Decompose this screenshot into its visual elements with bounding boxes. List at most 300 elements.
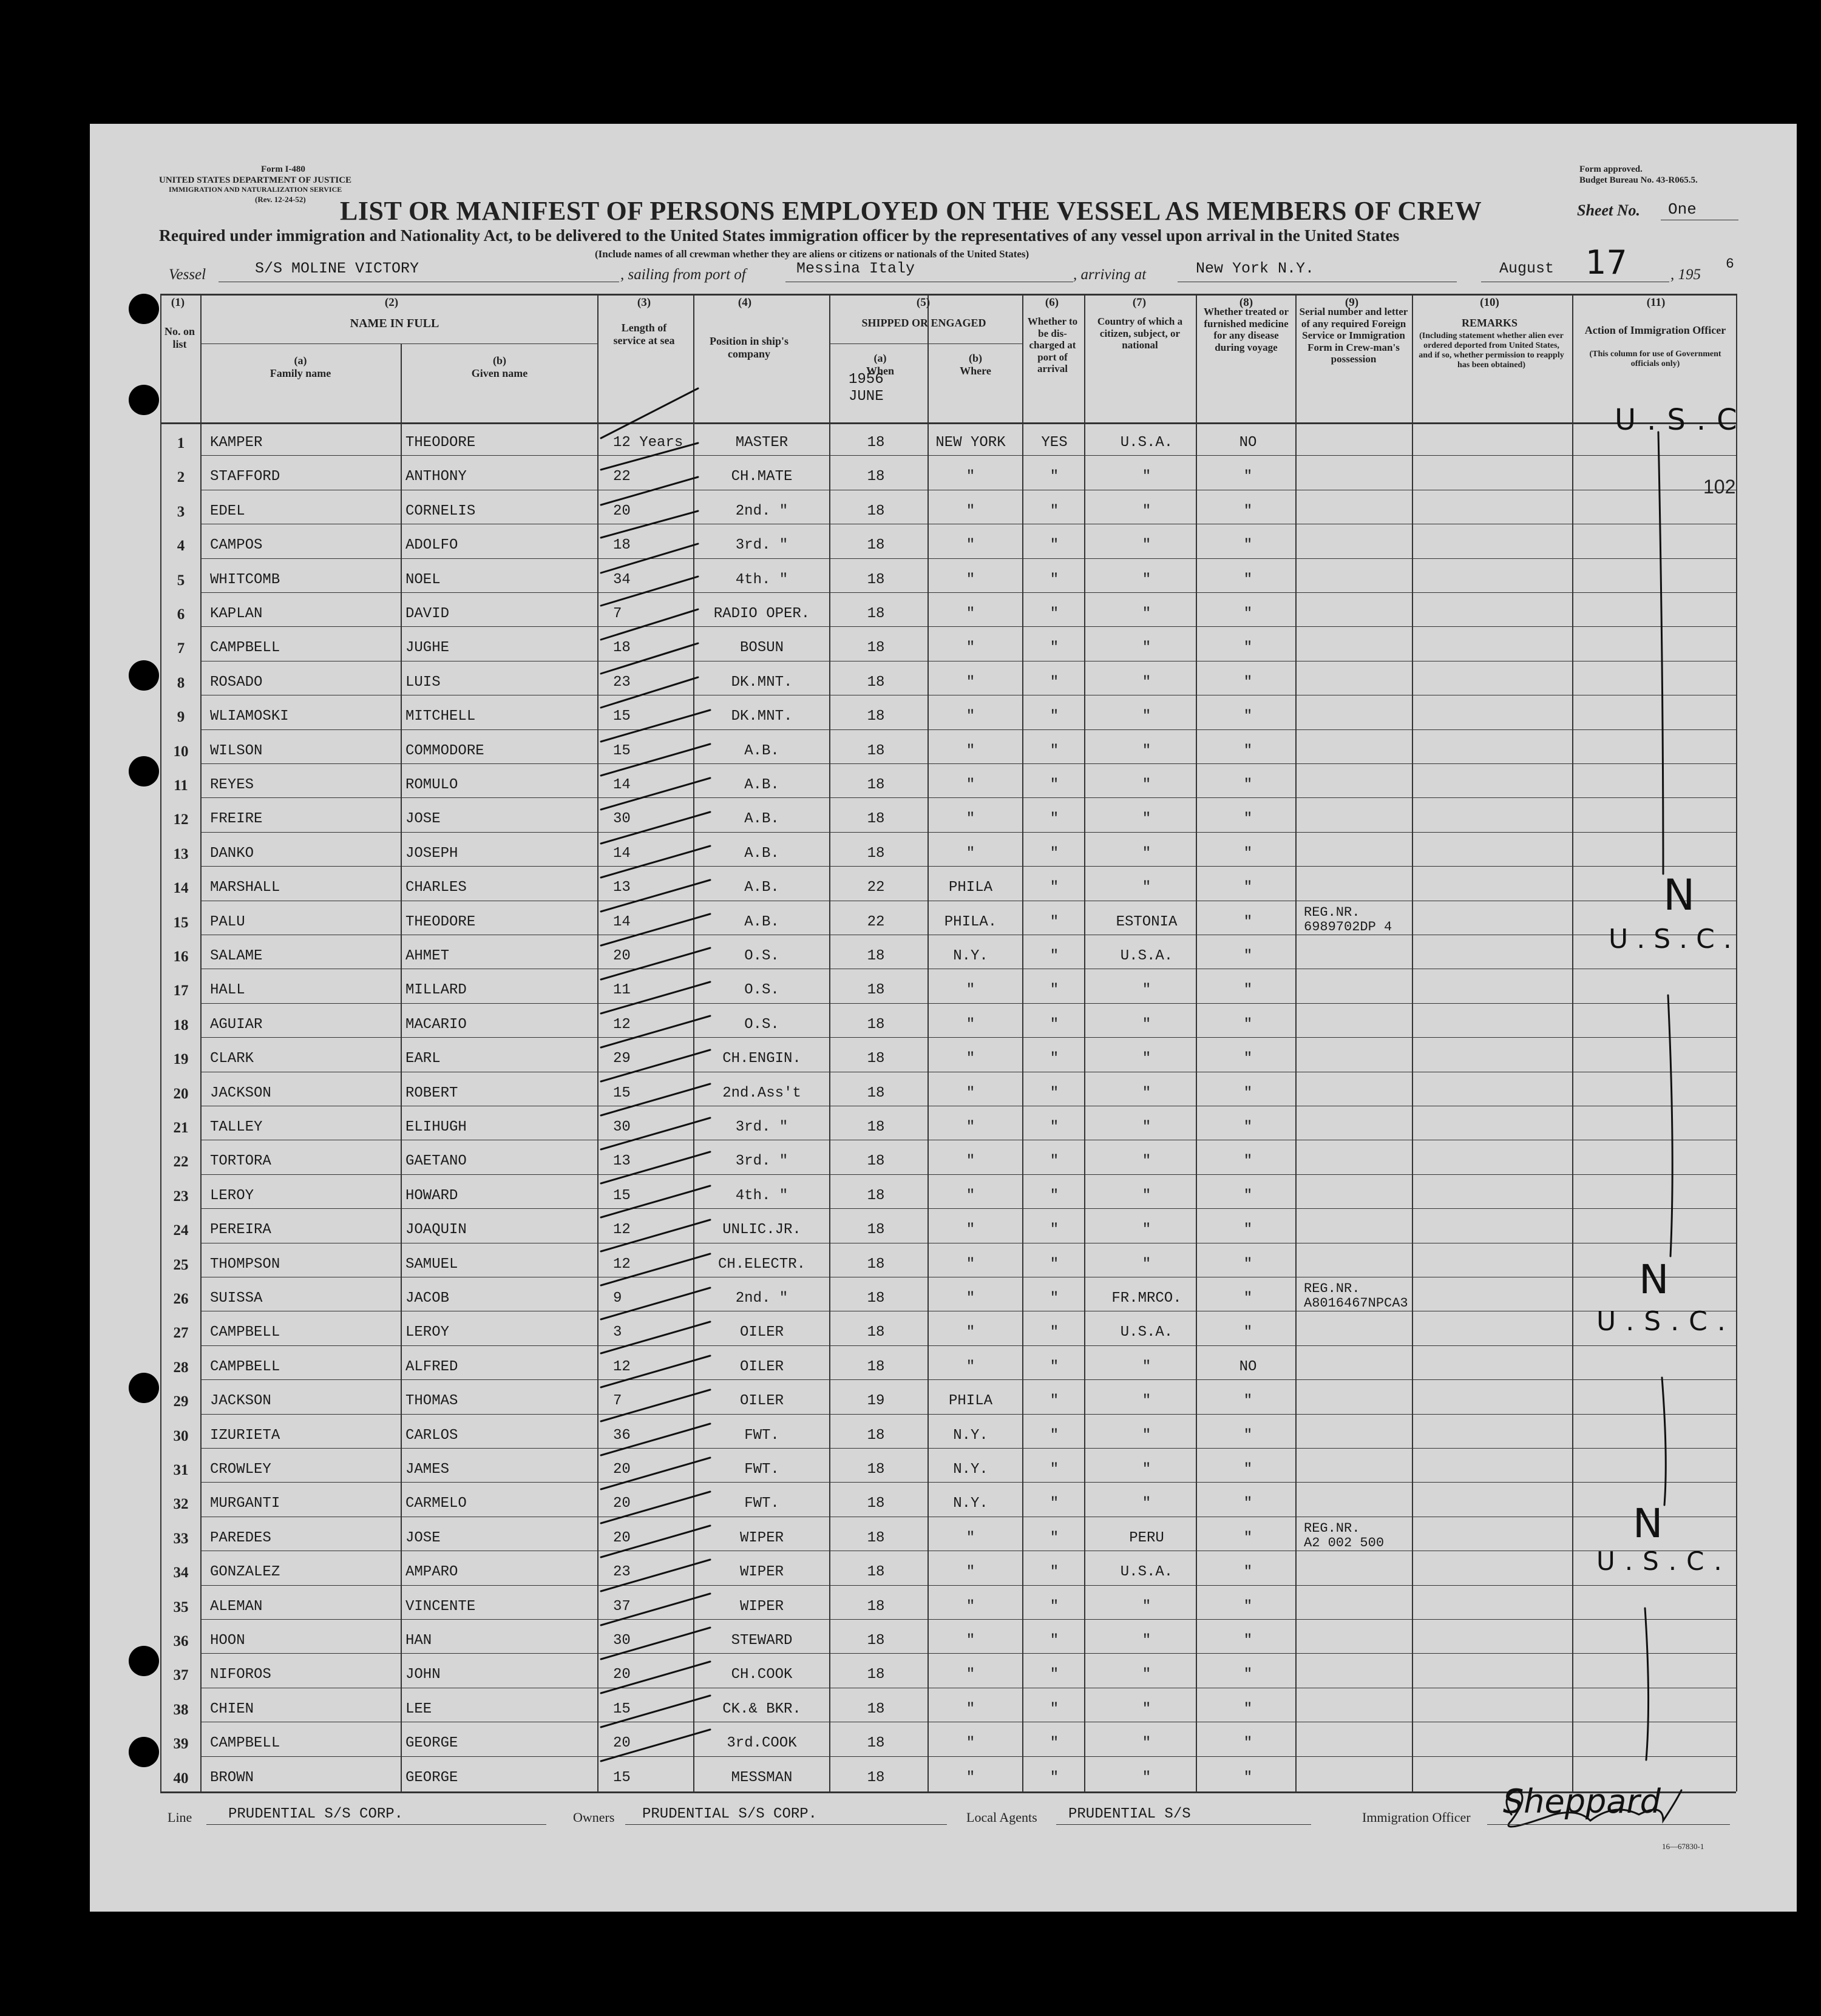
cell-service: 30	[613, 1119, 631, 1135]
cell-medicine: "	[1243, 1598, 1253, 1615]
cell-service: 12 Years	[613, 435, 683, 451]
cell-service: 22	[613, 468, 631, 485]
cell-given: ANTHONY	[405, 468, 467, 485]
cell-service: 36	[613, 1427, 631, 1444]
cell-country: U.S.A.	[1120, 435, 1173, 451]
cell-medicine: "	[1243, 1769, 1253, 1786]
cell-service: 20	[613, 1735, 631, 1752]
cell-no: 23	[173, 1188, 189, 1205]
agents-label: Local Agents	[966, 1810, 1037, 1825]
cell-position: DK.MNT.	[731, 674, 793, 691]
cell-position: 2nd.Ass't	[722, 1084, 801, 1101]
cell-where: "	[966, 1222, 975, 1239]
cell-no: 2	[177, 469, 185, 486]
cell-no: 32	[173, 1496, 189, 1513]
cell-country: "	[1142, 468, 1151, 485]
cell-discharged: "	[1050, 537, 1059, 554]
cell-family: MURGANTI	[210, 1495, 280, 1512]
cell-discharged: "	[1050, 742, 1059, 759]
cell-position: CH.MATE	[731, 468, 793, 485]
cell-medicine: "	[1243, 1666, 1253, 1683]
binder-hole	[129, 294, 159, 324]
cell-where: "	[966, 1735, 975, 1752]
col11-number: (11)	[1646, 296, 1666, 309]
form-approved: Form approved.	[1579, 164, 1643, 174]
cell-country: PERU	[1129, 1529, 1164, 1546]
col7-header: Country of which a citizen, subject, or national	[1097, 316, 1183, 351]
cell-given: JAMES	[405, 1461, 450, 1478]
line-value: PRUDENTIAL S/S CORP.	[228, 1806, 404, 1822]
service-line: IMMIGRATION AND NATURALIZATION SERVICE	[169, 185, 342, 194]
cell-medicine: "	[1243, 571, 1253, 588]
cell-when: 18	[867, 606, 885, 622]
cell-discharged: "	[1050, 845, 1059, 862]
table-rule	[200, 455, 1736, 456]
col11-subheader: (This column for use of Government officials only)	[1589, 350, 1721, 369]
cell-given: CHARLES	[405, 879, 467, 896]
table-rule	[160, 294, 1736, 296]
table-rule	[200, 1482, 1736, 1483]
cell-service: 12	[613, 1016, 631, 1033]
cell-country: "	[1142, 742, 1151, 759]
cell-service: 20	[613, 1495, 631, 1512]
cell-position: 3rd. "	[735, 1119, 788, 1135]
cell-when: 18	[867, 742, 885, 759]
n-annotation: N	[1639, 1256, 1669, 1303]
cell-medicine: "	[1243, 1564, 1253, 1581]
cell-position: BOSUN	[739, 640, 784, 657]
cell-position: 4th. "	[735, 571, 788, 588]
cell-position: 2nd. "	[735, 1290, 788, 1307]
cell-discharged: "	[1050, 1119, 1059, 1135]
cell-medicine: "	[1243, 537, 1253, 554]
cell-discharged: "	[1050, 1222, 1059, 1239]
cell-when: 18	[867, 1769, 885, 1786]
cell-country: "	[1142, 1256, 1151, 1273]
cell-no: 14	[173, 880, 189, 897]
n-annotation: N	[1633, 1500, 1663, 1547]
sheet-number: One	[1668, 200, 1697, 218]
usc-annotation: U.S.C.	[1609, 924, 1740, 955]
cell-family: KAPLAN	[210, 606, 263, 622]
cell-medicine: "	[1243, 1290, 1253, 1307]
cell-position: CH.ELECTR.	[717, 1256, 806, 1273]
table-rule	[829, 343, 1022, 344]
cell-where: NEW YORK	[935, 435, 1006, 451]
cell-service: 12	[613, 1222, 631, 1239]
table-rule	[200, 1345, 1736, 1346]
cell-given: CORNELIS	[405, 502, 476, 519]
col3-header: Length of service at sea	[613, 322, 675, 347]
col5-header: SHIPPED OR ENGAGED	[861, 317, 986, 329]
cell-position: CH.ENGIN.	[722, 1050, 801, 1067]
cell-medicine: "	[1243, 777, 1253, 793]
table-rule	[200, 558, 1736, 559]
cell-no: 39	[173, 1736, 189, 1753]
cell-when: 18	[867, 1016, 885, 1033]
cell-service: 20	[613, 1529, 631, 1546]
cell-no: 29	[173, 1393, 189, 1410]
cell-position: A.B.	[744, 777, 779, 793]
cell-country: FR.MRCO.	[1111, 1290, 1182, 1307]
cell-medicine: "	[1243, 1187, 1253, 1204]
cell-family: EDEL	[210, 502, 245, 519]
cell-medicine: "	[1243, 1119, 1253, 1135]
cell-service: 15	[613, 1187, 631, 1204]
form-number: Form I-480	[261, 164, 305, 174]
cell-position: A.B.	[744, 845, 779, 862]
cell-serial: REG.NR. A8016467NPCA3	[1304, 1281, 1408, 1311]
cell-where: "	[966, 1324, 975, 1341]
cell-given: JUGHE	[405, 640, 450, 657]
cell-when: 18	[867, 1358, 885, 1375]
cell-medicine: "	[1243, 742, 1253, 759]
cell-country: "	[1142, 1769, 1151, 1786]
cell-position: RADIO OPER.	[713, 606, 810, 622]
cell-where: "	[966, 811, 975, 828]
cell-family: NIFOROS	[210, 1666, 271, 1683]
cell-no: 20	[173, 1085, 189, 1102]
col11-header: Action of Immigration Officer	[1584, 324, 1726, 336]
cell-position: A.B.	[744, 879, 779, 896]
cell-service: 11	[613, 982, 631, 999]
cell-where: "	[966, 1290, 975, 1307]
binder-hole	[129, 660, 159, 691]
cell-discharged: "	[1050, 674, 1059, 691]
cell-medicine: "	[1243, 674, 1253, 691]
cell-no: 7	[177, 640, 185, 657]
cell-no: 6	[177, 606, 185, 623]
shipped-year: 1956	[849, 371, 884, 388]
cell-when: 18	[867, 502, 885, 519]
table-rule	[200, 1653, 1736, 1654]
table-rule	[200, 1379, 1736, 1380]
cell-country: "	[1142, 845, 1151, 862]
cell-service: 37	[613, 1598, 631, 1615]
cell-position: O.S.	[744, 948, 779, 964]
owners-label: Owners	[573, 1810, 615, 1825]
cell-where: "	[966, 1700, 975, 1717]
cell-where: "	[966, 1119, 975, 1135]
cell-where: "	[966, 571, 975, 588]
table-rule	[200, 832, 1736, 833]
cell-medicine: "	[1243, 1324, 1253, 1341]
cell-medicine: "	[1243, 1016, 1253, 1033]
cell-family: DANKO	[210, 845, 254, 862]
cell-given: JOSEPH	[405, 845, 458, 862]
cell-service: 14	[613, 777, 631, 793]
owners-underline	[625, 1824, 947, 1825]
cell-when: 18	[867, 777, 885, 793]
cell-family: JACKSON	[210, 1084, 271, 1101]
table-rule	[200, 592, 1736, 593]
cell-where: "	[966, 1016, 975, 1033]
cell-no: 4	[177, 538, 185, 555]
cell-given: AMPARO	[405, 1564, 458, 1581]
cell-position: 3rd.COOK	[727, 1735, 797, 1752]
cell-where: "	[966, 674, 975, 691]
cell-discharged: "	[1050, 640, 1059, 657]
table-rule	[200, 1037, 1736, 1038]
cell-family: ALEMAN	[210, 1598, 263, 1615]
cell-position: OILER	[739, 1393, 784, 1410]
binder-hole	[129, 1737, 159, 1767]
cell-service: 7	[613, 606, 622, 622]
officer-underline	[1487, 1824, 1730, 1825]
cell-where: "	[966, 1256, 975, 1273]
cell-family: REYES	[210, 777, 254, 793]
table-rule	[200, 1003, 1736, 1004]
cell-discharged: YES	[1041, 435, 1068, 451]
cell-family: CAMPBELL	[210, 1358, 280, 1375]
cell-country: "	[1142, 1427, 1151, 1444]
cell-where: "	[966, 777, 975, 793]
cell-where: "	[966, 1358, 975, 1375]
cell-when: 18	[867, 1222, 885, 1239]
cell-service: 15	[613, 1084, 631, 1101]
cell-discharged: "	[1050, 1700, 1059, 1717]
cell-when: 18	[867, 1153, 885, 1170]
cell-medicine: "	[1243, 1495, 1253, 1512]
cell-no: 5	[177, 572, 185, 589]
table-rule	[200, 1448, 1736, 1449]
cell-when: 18	[867, 1632, 885, 1649]
usc-annotation: U.S.C	[1615, 403, 1748, 437]
table-rule	[1196, 294, 1197, 1791]
cell-discharged: "	[1050, 502, 1059, 519]
cell-family: LEROY	[210, 1187, 254, 1204]
cell-family: WILSON	[210, 742, 263, 759]
cell-no: 8	[177, 674, 185, 691]
cell-service: 34	[613, 571, 631, 588]
cell-country: "	[1142, 777, 1151, 793]
cell-where: "	[966, 1564, 975, 1581]
cell-country: "	[1142, 1187, 1151, 1204]
cell-family: KAMPER	[210, 435, 263, 451]
cell-service: 18	[613, 640, 631, 657]
cell-country: ESTONIA	[1116, 913, 1178, 930]
cell-position: STEWARD	[731, 1632, 793, 1649]
cell-position: A.B.	[744, 742, 779, 759]
cell-when: 18	[867, 435, 885, 451]
cell-country: "	[1142, 606, 1151, 622]
cell-given: EARL	[405, 1050, 441, 1067]
cell-where: "	[966, 1153, 975, 1170]
cell-discharged: "	[1050, 1427, 1059, 1444]
cell-family: THOMPSON	[210, 1256, 280, 1273]
cell-service: 23	[613, 1564, 631, 1581]
cell-discharged: "	[1050, 1256, 1059, 1273]
cell-when: 18	[867, 1187, 885, 1204]
cell-given: VINCENTE	[405, 1598, 476, 1615]
col8-header: Whether treated or furnished medicine for any disease during voyage	[1203, 306, 1289, 353]
cell-given: JOSE	[405, 811, 441, 828]
cell-where: PHILA	[948, 1393, 992, 1410]
cell-where: PHILA.	[944, 913, 997, 930]
table-rule	[200, 866, 1736, 867]
table-rule	[160, 1791, 1736, 1793]
cell-family: MARSHALL	[210, 879, 280, 896]
col1-number: (1)	[171, 296, 185, 309]
cell-country: "	[1142, 571, 1151, 588]
cell-medicine: "	[1243, 1735, 1253, 1752]
table-rule	[200, 1174, 1736, 1175]
cell-family: CROWLEY	[210, 1461, 271, 1478]
cell-no: 15	[173, 914, 189, 931]
col6-number: (6)	[1045, 296, 1059, 309]
cell-medicine: "	[1243, 606, 1253, 622]
cell-position: A.B.	[744, 811, 779, 828]
cell-service: 23	[613, 674, 631, 691]
cell-position: MASTER	[735, 435, 788, 451]
cell-service: 7	[613, 1393, 622, 1410]
usc-annotation: U.S.C.	[1596, 1306, 1735, 1337]
col2a-header: (a) Family name	[270, 354, 331, 379]
table-rule	[1412, 294, 1413, 1791]
cell-no: 19	[173, 1051, 189, 1068]
table-rule	[597, 294, 599, 1791]
cell-when: 18	[867, 537, 885, 554]
cell-position: FWT.	[744, 1495, 779, 1512]
table-rule	[200, 1208, 1736, 1209]
cell-discharged: "	[1050, 913, 1059, 930]
cell-discharged: "	[1050, 1735, 1059, 1752]
cell-position: A.B.	[744, 913, 779, 930]
cell-position: 4th. "	[735, 1187, 788, 1204]
col4-number: (4)	[738, 296, 752, 309]
cell-when: 18	[867, 1290, 885, 1307]
cell-no: 34	[173, 1564, 189, 1581]
cell-position: 2nd. "	[735, 502, 788, 519]
cell-discharged: "	[1050, 1324, 1059, 1341]
cell-position: O.S.	[744, 982, 779, 999]
sailing-label: , sailing from port of	[620, 266, 746, 283]
cell-discharged: "	[1050, 1358, 1059, 1375]
cell-when: 18	[867, 1119, 885, 1135]
cell-where: "	[966, 640, 975, 657]
cell-position: 3rd. "	[735, 1153, 788, 1170]
cell-given: HOWARD	[405, 1187, 458, 1204]
cell-when: 22	[867, 913, 885, 930]
cell-when: 18	[867, 1735, 885, 1752]
cell-country: "	[1142, 1358, 1151, 1375]
cell-family: CAMPBELL	[210, 1735, 280, 1752]
table-rule	[200, 729, 1736, 730]
cell-discharged: "	[1050, 1666, 1059, 1683]
table-rule	[200, 1619, 1736, 1620]
cell-when: 18	[867, 1564, 885, 1581]
col10-header: REMARKS	[1461, 317, 1518, 329]
table-rule	[1022, 294, 1023, 1791]
cell-no: 12	[173, 811, 189, 828]
cell-given: LUIS	[405, 674, 441, 691]
cell-discharged: "	[1050, 1153, 1059, 1170]
col2b-header: (b) Given name	[471, 354, 528, 379]
cell-where: "	[966, 606, 975, 622]
vessel-name: S/S MOLINE VICTORY	[255, 260, 419, 277]
cell-where: "	[966, 537, 975, 554]
cell-where: "	[966, 1666, 975, 1683]
col10-subheader: (Including statement whether alien ever ordered deported from United States, and if so, whether permission to reapply has been obtained)	[1419, 331, 1564, 370]
cell-position: OILER	[739, 1358, 784, 1375]
cell-medicine: NO	[1239, 1358, 1257, 1375]
cell-medicine: "	[1243, 1084, 1253, 1101]
owners-value: PRUDENTIAL S/S CORP.	[642, 1806, 818, 1822]
col6-header: Whether to be dis-charged at port of arrival	[1027, 316, 1078, 375]
col2-header: NAME IN FULL	[350, 317, 439, 330]
cell-discharged: "	[1050, 708, 1059, 725]
cell-where: N.Y.	[953, 1495, 988, 1512]
cell-position: O.S.	[744, 1016, 779, 1033]
cell-position: MESSMAN	[731, 1769, 793, 1786]
cell-country: "	[1142, 1598, 1151, 1615]
table-rule	[1736, 294, 1737, 1791]
table-rule	[829, 294, 830, 1791]
cell-discharged: "	[1050, 1393, 1059, 1410]
table-rule	[401, 343, 402, 1791]
cell-given: SAMUEL	[405, 1256, 458, 1273]
cell-discharged: "	[1050, 1050, 1059, 1067]
cell-country: "	[1142, 1119, 1151, 1135]
agents-value: PRUDENTIAL S/S	[1068, 1806, 1191, 1822]
arrival-year-digit: 6	[1726, 256, 1734, 272]
cell-where: "	[966, 982, 975, 999]
cell-given: MITCHELL	[405, 708, 476, 725]
cell-no: 18	[173, 1016, 189, 1033]
cell-medicine: "	[1243, 708, 1253, 725]
cell-discharged: "	[1050, 1495, 1059, 1512]
cell-medicine: NO	[1239, 435, 1257, 451]
cell-no: 30	[173, 1427, 189, 1444]
cell-country: "	[1142, 502, 1151, 519]
cell-medicine: "	[1243, 1632, 1253, 1649]
cell-medicine: "	[1243, 948, 1253, 964]
cell-country: "	[1142, 674, 1151, 691]
cell-given: DAVID	[405, 606, 450, 622]
binder-hole	[129, 385, 159, 415]
cell-service: 13	[613, 879, 631, 896]
cell-family: CAMPOS	[210, 537, 263, 554]
cell-when: 18	[867, 1700, 885, 1717]
page-number: 102	[1703, 476, 1736, 498]
cell-service: 20	[613, 1461, 631, 1478]
cell-serial: REG.NR. A2 002 500	[1304, 1520, 1385, 1551]
binder-hole	[129, 1373, 159, 1403]
cell-when: 18	[867, 674, 885, 691]
table-rule	[160, 294, 161, 1791]
col9-number: (9)	[1345, 296, 1359, 309]
cell-discharged: "	[1050, 1290, 1059, 1307]
cell-when: 19	[867, 1393, 885, 1410]
cell-given: AHMET	[405, 948, 450, 964]
cell-no: 1	[177, 435, 185, 452]
cell-position: 3rd. "	[735, 537, 788, 554]
cell-country: "	[1142, 1153, 1151, 1170]
cell-country: "	[1142, 537, 1151, 554]
cell-medicine: "	[1243, 1153, 1253, 1170]
col7-number: (7)	[1132, 296, 1147, 309]
cell-discharged: "	[1050, 777, 1059, 793]
cell-medicine: "	[1243, 879, 1253, 896]
col5a-header: (a) When	[866, 352, 894, 377]
cell-serial: REG.NR. 6989702DP 4	[1304, 904, 1392, 935]
cell-family: SUISSA	[210, 1290, 263, 1307]
cell-family: HALL	[210, 982, 245, 999]
cell-where: "	[966, 1632, 975, 1649]
cell-medicine: "	[1243, 468, 1253, 485]
col5-number: (5)	[916, 296, 931, 309]
table-rule	[1572, 294, 1573, 1791]
